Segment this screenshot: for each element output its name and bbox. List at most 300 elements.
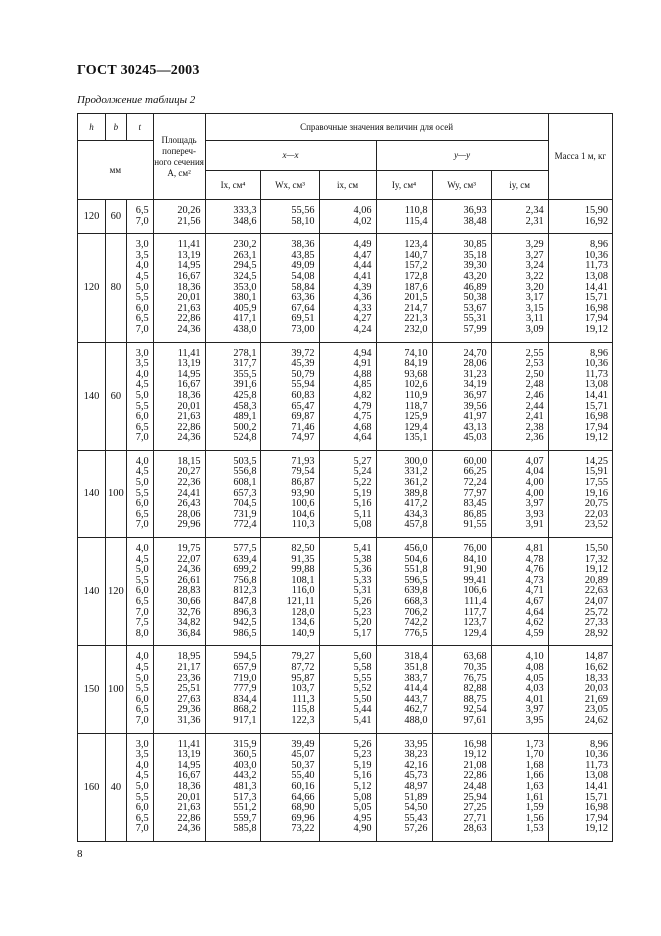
cell-value: 3,0 — [135, 347, 149, 359]
cell-value: 29,96 — [177, 519, 201, 531]
table-row — [78, 538, 613, 646]
cell-value: 13,08 — [584, 270, 608, 282]
mass-values — [548, 450, 612, 537]
cell-value: 34,19 — [463, 379, 487, 391]
cell-value: 4,67 — [525, 596, 544, 607]
cell-value: 25,94 — [463, 791, 487, 803]
cell-value: 91,90 — [463, 564, 487, 576]
cell-value: 4,00 — [525, 487, 544, 499]
cell-value: 6,5 — [135, 812, 149, 824]
cell-value: 4,73 — [525, 574, 544, 586]
cell-value: 22,03 — [584, 508, 608, 520]
size-h: 140 — [78, 450, 106, 537]
iy-radius-values — [491, 646, 548, 733]
wy-values — [432, 200, 491, 234]
cell-value: 7,0 — [135, 823, 149, 835]
cell-value: 5,12 — [353, 780, 372, 792]
cell-value: 214,7 — [404, 302, 428, 314]
cell-value: 117,7 — [463, 606, 487, 618]
cell-value: 1,59 — [525, 802, 544, 814]
cell-value: 4,05 — [525, 672, 544, 684]
cell-value: 82,88 — [463, 683, 487, 695]
cell-value: 5,08 — [353, 791, 372, 803]
cell-value: 5,5 — [135, 292, 149, 304]
cell-value: 4,0 — [135, 759, 149, 771]
cell-value: 54,08 — [291, 270, 315, 282]
cell-value: 7,0 — [135, 432, 149, 444]
cell-value: 4,5 — [135, 270, 149, 282]
cell-value: 7,0 — [135, 323, 149, 335]
cell-value: 4,24 — [353, 323, 372, 335]
cell-value: 3,24 — [525, 260, 544, 272]
cell-value: 6,0 — [135, 693, 149, 705]
cell-value: 5,26 — [353, 596, 372, 607]
cell-value: 60,83 — [291, 389, 315, 401]
cell-value: 99,88 — [291, 564, 315, 576]
mass-values — [548, 200, 612, 234]
cell-value: 488,0 — [404, 714, 428, 726]
cell-value: 20,01 — [177, 400, 201, 412]
cell-value: 8,96 — [589, 738, 608, 750]
cell-value: 58,84 — [291, 281, 315, 293]
cell-value: 5,24 — [353, 466, 372, 478]
cell-value: 115,4 — [404, 215, 428, 227]
cell-value: 596,5 — [404, 574, 428, 586]
cell-value: 318,4 — [404, 651, 428, 663]
table-row — [78, 200, 613, 234]
cell-value: 69,51 — [291, 313, 315, 325]
cell-value: 24,07 — [584, 596, 608, 607]
cell-value: 317,7 — [233, 358, 257, 370]
cell-value: 559,7 — [233, 812, 257, 824]
cell-value: 719,0 — [233, 672, 257, 684]
cell-value: 129,4 — [463, 627, 487, 639]
cell-value: 3,91 — [525, 519, 544, 531]
cell-value: 405,9 — [233, 302, 257, 314]
cell-value: 5,0 — [135, 477, 149, 489]
cell-value: 22,86 — [177, 313, 201, 325]
ix-moment-values — [205, 342, 261, 450]
cell-value: 2,53 — [525, 358, 544, 370]
cell-value: 425,8 — [233, 389, 257, 401]
cell-value: 5,0 — [135, 780, 149, 792]
cell-value: 23,36 — [177, 672, 201, 684]
cell-value: 18,36 — [177, 780, 201, 792]
cell-value: 11,73 — [585, 260, 608, 272]
cell-value: 4,0 — [135, 455, 149, 467]
cell-value: 4,27 — [353, 313, 372, 325]
cell-value: 4,95 — [353, 812, 372, 824]
area-values — [153, 733, 205, 841]
cell-value: 706,2 — [404, 606, 428, 618]
cell-value: 27,33 — [584, 617, 608, 629]
cell-value: 45,03 — [463, 432, 487, 444]
cell-value: 38,23 — [404, 749, 428, 761]
cell-value: 4,49 — [353, 239, 372, 251]
cell-value: 24,36 — [177, 432, 201, 444]
cell-value: 456,0 — [404, 543, 428, 555]
cell-value: 16,98 — [463, 738, 487, 750]
cell-value: 360,5 — [233, 749, 257, 761]
area-values — [153, 538, 205, 646]
thickness-values — [126, 342, 153, 450]
cell-value: 556,8 — [233, 466, 257, 478]
cell-value: 13,08 — [584, 770, 608, 782]
cell-value: 10,36 — [584, 358, 608, 370]
cell-value: 72,24 — [463, 477, 487, 489]
cell-value: 389,8 — [404, 487, 428, 499]
cell-value: 6,5 — [135, 205, 149, 216]
cell-value: 21,63 — [177, 802, 201, 814]
cell-value: 5,08 — [353, 519, 372, 531]
cell-value: 4,36 — [353, 292, 372, 304]
cell-value: 43,85 — [291, 249, 315, 261]
cell-value: 4,0 — [135, 260, 149, 272]
cell-value: 70,35 — [463, 661, 487, 673]
cell-value: 812,3 — [233, 585, 257, 597]
cell-value: 3,5 — [135, 249, 149, 261]
cell-value: 108,1 — [291, 574, 315, 586]
cell-value: 5,5 — [135, 791, 149, 803]
cell-value: 3,5 — [135, 358, 149, 370]
cell-value: 19,16 — [584, 487, 608, 499]
cell-value: 31,36 — [177, 714, 201, 726]
cell-value: 4,0 — [135, 368, 149, 380]
cell-value: 3,0 — [135, 738, 149, 750]
area-values — [153, 200, 205, 234]
cell-value: 6,0 — [135, 498, 149, 510]
header-mm: мм — [78, 141, 154, 200]
cell-value: 6,5 — [135, 704, 149, 716]
cell-value: 4,41 — [353, 270, 372, 282]
cell-value: 4,02 — [353, 215, 372, 227]
cell-value: 69,96 — [291, 812, 315, 824]
size-b: 40 — [105, 733, 126, 841]
cell-value: 31,23 — [463, 368, 487, 380]
cell-value: 157,2 — [404, 260, 428, 272]
cell-value: 834,4 — [233, 693, 257, 705]
cell-value: 300,0 — [404, 455, 428, 467]
cell-value: 14,95 — [177, 368, 201, 380]
cell-value: 24,36 — [177, 823, 201, 835]
cell-value: 443,2 — [233, 770, 257, 782]
cell-value: 7,0 — [135, 215, 149, 227]
cell-value: 4,64 — [525, 606, 544, 618]
cell-value: 24,36 — [177, 564, 201, 576]
cell-value: 263,1 — [233, 249, 257, 261]
size-b: 120 — [105, 538, 126, 646]
ix-radius-values — [319, 450, 376, 537]
cell-value: 4,47 — [353, 249, 372, 261]
cell-value: 294,5 — [233, 260, 257, 272]
cell-value: 54,50 — [404, 802, 428, 814]
cell-value: 16,98 — [584, 411, 608, 423]
cell-value: 5,5 — [135, 574, 149, 586]
cell-value: 45,39 — [291, 358, 315, 370]
cell-value: 3,95 — [525, 714, 544, 726]
cell-value: 71,46 — [291, 421, 315, 433]
cell-value: 5,19 — [353, 487, 372, 499]
cell-value: 2,55 — [525, 347, 544, 359]
cell-value: 16,98 — [584, 302, 608, 314]
cell-value: 458,3 — [233, 400, 257, 412]
cell-value: 391,6 — [233, 379, 257, 391]
cell-value: 517,3 — [233, 791, 257, 803]
cell-value: 35,18 — [463, 249, 487, 261]
size-h: 160 — [78, 733, 106, 841]
cell-value: 18,15 — [177, 455, 201, 467]
header-wy: Wy, см³ — [432, 171, 491, 200]
cell-value: 4,71 — [525, 585, 544, 597]
cell-value: 110,9 — [404, 389, 428, 401]
cell-value: 5,31 — [353, 585, 372, 597]
cell-value: 17,94 — [584, 812, 608, 824]
wx-values — [261, 342, 319, 450]
cell-value: 48,97 — [404, 780, 428, 792]
cell-value: 93,68 — [404, 368, 428, 380]
cell-value: 608,1 — [233, 477, 257, 489]
cell-value: 2,36 — [525, 432, 544, 444]
cell-value: 5,11 — [353, 508, 372, 520]
cell-value: 18,36 — [177, 281, 201, 293]
cell-value: 39,30 — [463, 260, 487, 272]
cell-value: 4,59 — [525, 627, 544, 639]
cell-value: 361,2 — [404, 477, 428, 489]
cell-value: 5,26 — [353, 738, 372, 750]
cell-value: 86,87 — [291, 477, 315, 489]
cell-value: 10,36 — [584, 249, 608, 261]
ix-radius-values — [319, 200, 376, 234]
cell-value: 11,73 — [585, 759, 608, 771]
cell-value: 14,87 — [584, 651, 608, 663]
iy-moment-values — [376, 733, 432, 841]
ix-moment-values — [205, 450, 261, 537]
cell-value: 28,83 — [177, 585, 201, 597]
cell-value: 22,07 — [177, 553, 201, 565]
cell-value: 699,2 — [233, 564, 257, 576]
cell-value: 1,53 — [525, 823, 544, 835]
wy-values — [432, 234, 491, 342]
cell-value: 17,55 — [584, 477, 608, 489]
wy-values — [432, 733, 491, 841]
cell-value: 8,0 — [135, 627, 149, 639]
cell-value: 5,23 — [353, 749, 372, 761]
cell-value: 1,66 — [525, 770, 544, 782]
cell-value: 403,0 — [233, 759, 257, 771]
cell-value: 21,08 — [463, 759, 487, 771]
cell-value: 26,43 — [177, 498, 201, 510]
table-header — [78, 114, 613, 200]
cell-value: 134,6 — [291, 617, 315, 629]
iy-radius-values — [491, 234, 548, 342]
cell-value: 23,52 — [584, 519, 608, 531]
cell-value: 2,44 — [525, 400, 544, 412]
cell-value: 942,5 — [233, 617, 257, 629]
cell-value: 5,38 — [353, 553, 372, 565]
cell-value: 123,7 — [463, 617, 487, 629]
cell-value: 19,12 — [463, 749, 487, 761]
cell-value: 1,56 — [525, 812, 544, 824]
cell-value: 351,8 — [404, 661, 428, 673]
cell-value: 18,33 — [584, 672, 608, 684]
cell-value: 4,79 — [353, 400, 372, 412]
cell-value: 14,95 — [177, 260, 201, 272]
cell-value: 756,8 — [233, 574, 257, 586]
cell-value: 100,6 — [291, 498, 315, 510]
cell-value: 15,91 — [584, 466, 608, 478]
ix-radius-values — [319, 733, 376, 841]
table-row — [78, 450, 613, 537]
cell-value: 504,6 — [404, 553, 428, 565]
cell-value: 14,25 — [584, 455, 608, 467]
cell-value: 4,04 — [525, 466, 544, 478]
cell-value: 5,5 — [135, 487, 149, 499]
iy-radius-values — [491, 200, 548, 234]
cell-value: 36,97 — [463, 389, 487, 401]
cell-value: 122,3 — [291, 714, 315, 726]
header-axis-y: y—y — [376, 141, 548, 171]
cell-value: 13,19 — [177, 358, 201, 370]
cell-value: 5,52 — [353, 683, 372, 695]
cell-value: 5,0 — [135, 281, 149, 293]
cell-value: 896,3 — [233, 606, 257, 618]
cell-value: 4,62 — [525, 617, 544, 629]
cell-value: 16,62 — [584, 661, 608, 673]
size-b: 60 — [105, 342, 126, 450]
cell-value: 17,94 — [584, 313, 608, 325]
ix-radius-values — [319, 342, 376, 450]
cell-value: 123,4 — [404, 239, 428, 251]
cell-value: 668,3 — [404, 596, 428, 607]
cell-value: 3,20 — [525, 281, 544, 293]
cell-value: 60,16 — [291, 780, 315, 792]
cell-value: 4,00 — [525, 477, 544, 489]
cell-value: 3,29 — [525, 239, 544, 251]
cell-value: 43,13 — [463, 421, 487, 433]
cell-value: 5,19 — [353, 759, 372, 771]
table-continuation-caption: Продолжение таблицы 2 — [77, 94, 196, 106]
header-reference-values: Справочные значения величин для осей — [205, 114, 548, 141]
cell-value: 55,31 — [463, 313, 487, 325]
cell-value: 457,8 — [404, 519, 428, 531]
wy-values — [432, 646, 491, 733]
cell-value: 16,67 — [177, 379, 201, 391]
cell-value: 7,0 — [135, 606, 149, 618]
cell-value: 639,8 — [404, 585, 428, 597]
cell-value: 4,68 — [353, 421, 372, 433]
cell-value: 5,0 — [135, 672, 149, 684]
cell-value: 36,93 — [463, 205, 487, 216]
cell-value: 140,7 — [404, 249, 428, 261]
cell-value: 3,93 — [525, 508, 544, 520]
cell-value: 34,82 — [177, 617, 201, 629]
cell-value: 24,36 — [177, 323, 201, 335]
mass-values — [548, 733, 612, 841]
cell-value: 19,12 — [584, 823, 608, 835]
iy-radius-values — [491, 342, 548, 450]
header-b: b — [105, 114, 126, 141]
cell-value: 43,20 — [463, 270, 487, 282]
cell-value: 585,8 — [233, 823, 257, 835]
cell-value: 15,50 — [584, 543, 608, 555]
cell-value: 489,1 — [233, 411, 257, 423]
size-h: 150 — [78, 646, 106, 733]
cell-value: 5,23 — [353, 606, 372, 618]
cell-value: 77,97 — [463, 487, 487, 499]
cell-value: 27,25 — [463, 802, 487, 814]
cell-value: 438,0 — [233, 323, 257, 335]
cell-value: 19,12 — [584, 323, 608, 335]
cell-value: 13,19 — [177, 749, 201, 761]
cell-value: 1,68 — [525, 759, 544, 771]
cell-value: 6,5 — [135, 508, 149, 520]
cell-value: 28,92 — [584, 627, 608, 639]
cell-value: 129,4 — [404, 421, 428, 433]
wx-values — [261, 450, 319, 537]
cell-value: 57,99 — [463, 323, 487, 335]
cell-value: 55,56 — [291, 205, 315, 216]
cell-value: 71,93 — [291, 455, 315, 467]
size-b: 100 — [105, 450, 126, 537]
cell-value: 4,08 — [525, 661, 544, 673]
cell-value: 22,86 — [177, 421, 201, 433]
ix-moment-values — [205, 538, 261, 646]
cell-value: 14,41 — [584, 389, 608, 401]
cell-value: 172,8 — [404, 270, 428, 282]
cell-value: 4,76 — [525, 564, 544, 576]
cell-value: 500,2 — [233, 421, 257, 433]
cell-value: 868,2 — [233, 704, 257, 716]
cell-value: 24,70 — [463, 347, 487, 359]
wy-values — [432, 538, 491, 646]
cell-value: 2,41 — [525, 411, 544, 423]
cell-value: 11,41 — [177, 239, 201, 251]
cell-value: 3,11 — [526, 313, 544, 325]
cell-value: 24,48 — [463, 780, 487, 792]
cell-value: 503,5 — [233, 455, 257, 467]
cell-value: 4,5 — [135, 379, 149, 391]
cell-value: 594,5 — [233, 651, 257, 663]
cell-value: 16,67 — [177, 770, 201, 782]
profile-table — [77, 113, 613, 842]
cell-value: 3,17 — [525, 292, 544, 304]
cell-value: 4,33 — [353, 302, 372, 314]
ix-moment-values — [205, 733, 261, 841]
cell-value: 4,5 — [135, 466, 149, 478]
cell-value: 66,25 — [463, 466, 487, 478]
cell-value: 26,61 — [177, 574, 201, 586]
cell-value: 10,36 — [584, 749, 608, 761]
cell-value: 5,16 — [353, 498, 372, 510]
cell-value: 777,9 — [233, 683, 257, 695]
cell-value: 704,5 — [233, 498, 257, 510]
cell-value: 3,0 — [135, 239, 149, 251]
cell-value: 4,0 — [135, 651, 149, 663]
cell-value: 111,3 — [292, 693, 315, 705]
cell-value: 3,5 — [135, 749, 149, 761]
size-h: 140 — [78, 342, 106, 450]
table-row — [78, 733, 613, 841]
ix-radius-values — [319, 538, 376, 646]
table-row — [78, 646, 613, 733]
cell-value: 76,75 — [463, 672, 487, 684]
cell-value: 20,03 — [584, 683, 608, 695]
cell-value: 324,5 — [233, 270, 257, 282]
cell-value: 24,62 — [584, 714, 608, 726]
cell-value: 4,91 — [353, 358, 372, 370]
wx-values — [261, 646, 319, 733]
cell-value: 38,48 — [463, 215, 487, 227]
